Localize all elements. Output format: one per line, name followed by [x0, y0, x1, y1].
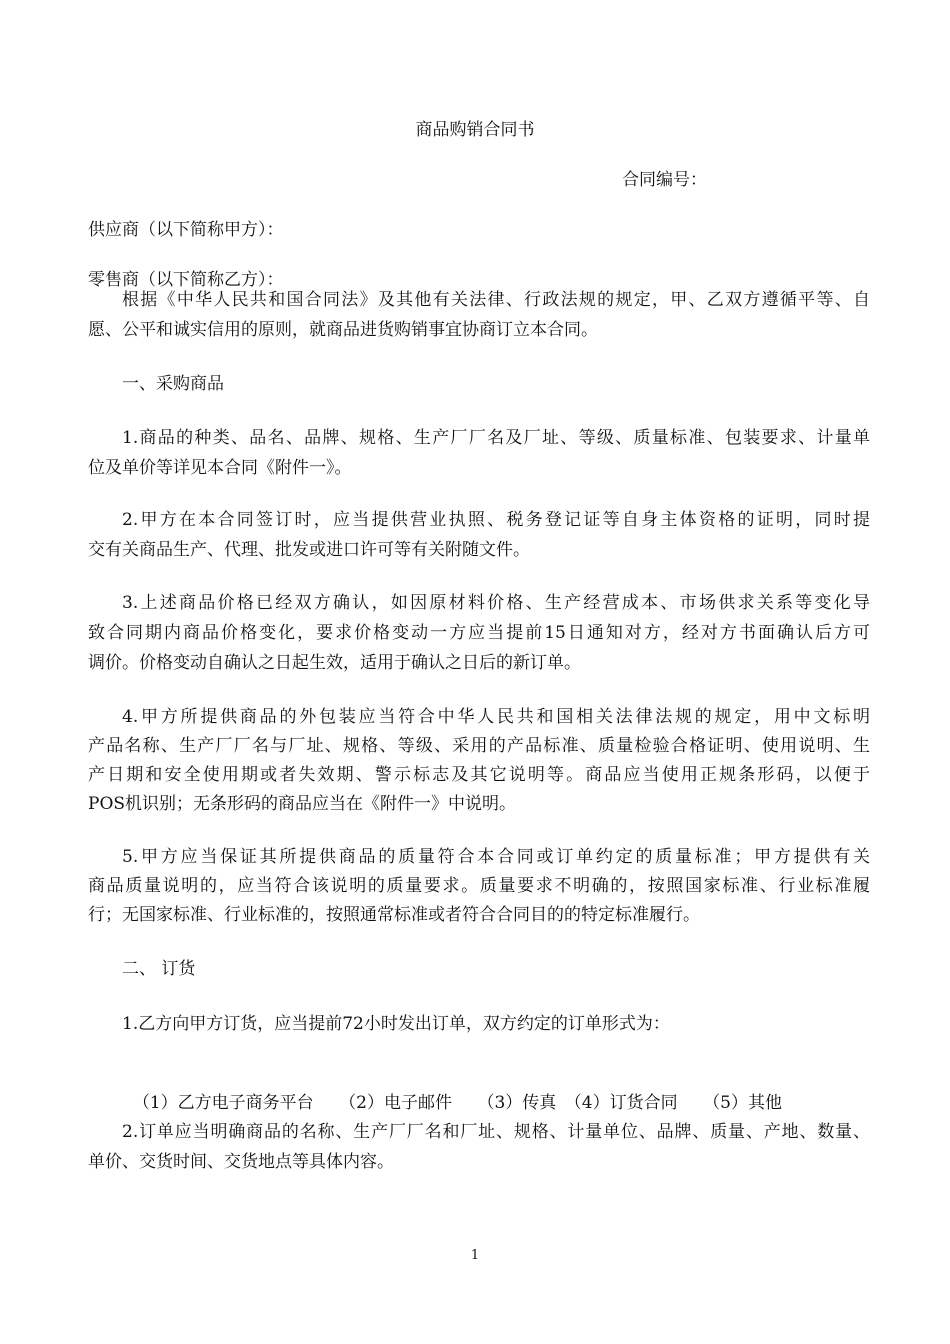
paragraph-line: 5.甲方应当保证其所提供商品的质量符合本合同或订单约定的质量标准；甲方提供有关 [122, 847, 870, 867]
paragraph-line: POS机识别；无条形码的商品应当在《附件一》中说明。 [88, 794, 517, 814]
paragraph-line: 1.商品的种类、品名、品牌、规格、生产厂厂名及厂址、等级、质量标准、包装要求、计量单 [122, 428, 870, 448]
option: （2）电子邮件 [347, 1093, 452, 1113]
contract-number-label: 合同编号： [622, 170, 707, 190]
paragraph-line: 产品名称、生产厂厂名与厂址、规格、等级、采用的产品标准、质量检验合格证明、使用说明、生 [88, 736, 870, 756]
option: （3）传真 [485, 1093, 557, 1113]
paragraph-line: 2.甲方在本合同签订时，应当提供营业执照、税务登记证等自身主体资格的证明，同时提 [122, 510, 870, 530]
paragraph-line: 根据《中华人民共和国合同法》及其他有关法律、行政法规的规定，甲、乙双方遵循平等、自 [122, 290, 870, 310]
page-number: 1 [470, 1248, 480, 1263]
paragraph-line: 商品质量说明的，应当符合该说明的质量要求。质量要求不明确的，按照国家标准、行业标准履 [88, 876, 870, 896]
paragraph-line: 交有关商品生产、代理、批发或进口许可等有关附随文件。 [88, 540, 530, 560]
option: （5）其他 [711, 1093, 782, 1113]
section-2-heading: 二、 订货 [122, 959, 196, 979]
paragraph-line: 单价、交货时间、交货地点等具体内容。 [88, 1152, 394, 1172]
paragraph-line: 愿、公平和诚实信用的原则，就商品进货购销事宜协商订立本合同。 [88, 320, 598, 340]
paragraph-line: 致合同期内商品价格变化，要求价格变动一方应当提前15日通知对方，经对方书面确认后方可 [88, 623, 870, 643]
paragraph-line: 行；无国家标准、行业标准的，按照通常标准或者符合合同目的的特定标准履行。 [88, 905, 700, 925]
document-title: 商品购销合同书 [415, 120, 535, 140]
party-b: 零售商（以下简称乙方）： [88, 270, 284, 290]
paragraph-line: 调价。价格变动自确认之日起生效，适用于确认之日后的新订单。 [88, 653, 581, 673]
paragraph-line: 产日期和安全使用期或者失效期、警示标志及其它说明等。商品应当使用正规条形码，以便于 [88, 765, 870, 785]
option: （4）订货合同 [573, 1093, 678, 1113]
section-2-item-1: 1.乙方向甲方订货，应当提前72小时发出订单，双方约定的订单形式为： [122, 1014, 670, 1034]
paragraph-line: 3.上述商品价格已经双方确认，如因原材料价格、生产经营成本、市场供求关系等变化导 [122, 593, 870, 613]
paragraph-line: 位及单价等详见本合同《附件一》。 [88, 458, 352, 478]
paragraph-line: 4.甲方所提供商品的外包装应当符合中华人民共和国相关法律法规的规定，用中文标明 [122, 707, 870, 727]
option: （1）乙方电子商务平台 [132, 1093, 314, 1113]
paragraph-line: 2.订单应当明确商品的名称、生产厂厂名和厂址、规格、计量单位、品牌、质量、产地、数量、 [122, 1122, 870, 1142]
party-a: 供应商（以下简称甲方）： [88, 220, 284, 240]
section-1-heading: 一、采购商品 [122, 374, 224, 394]
order-form-options [122, 1067, 782, 1115]
